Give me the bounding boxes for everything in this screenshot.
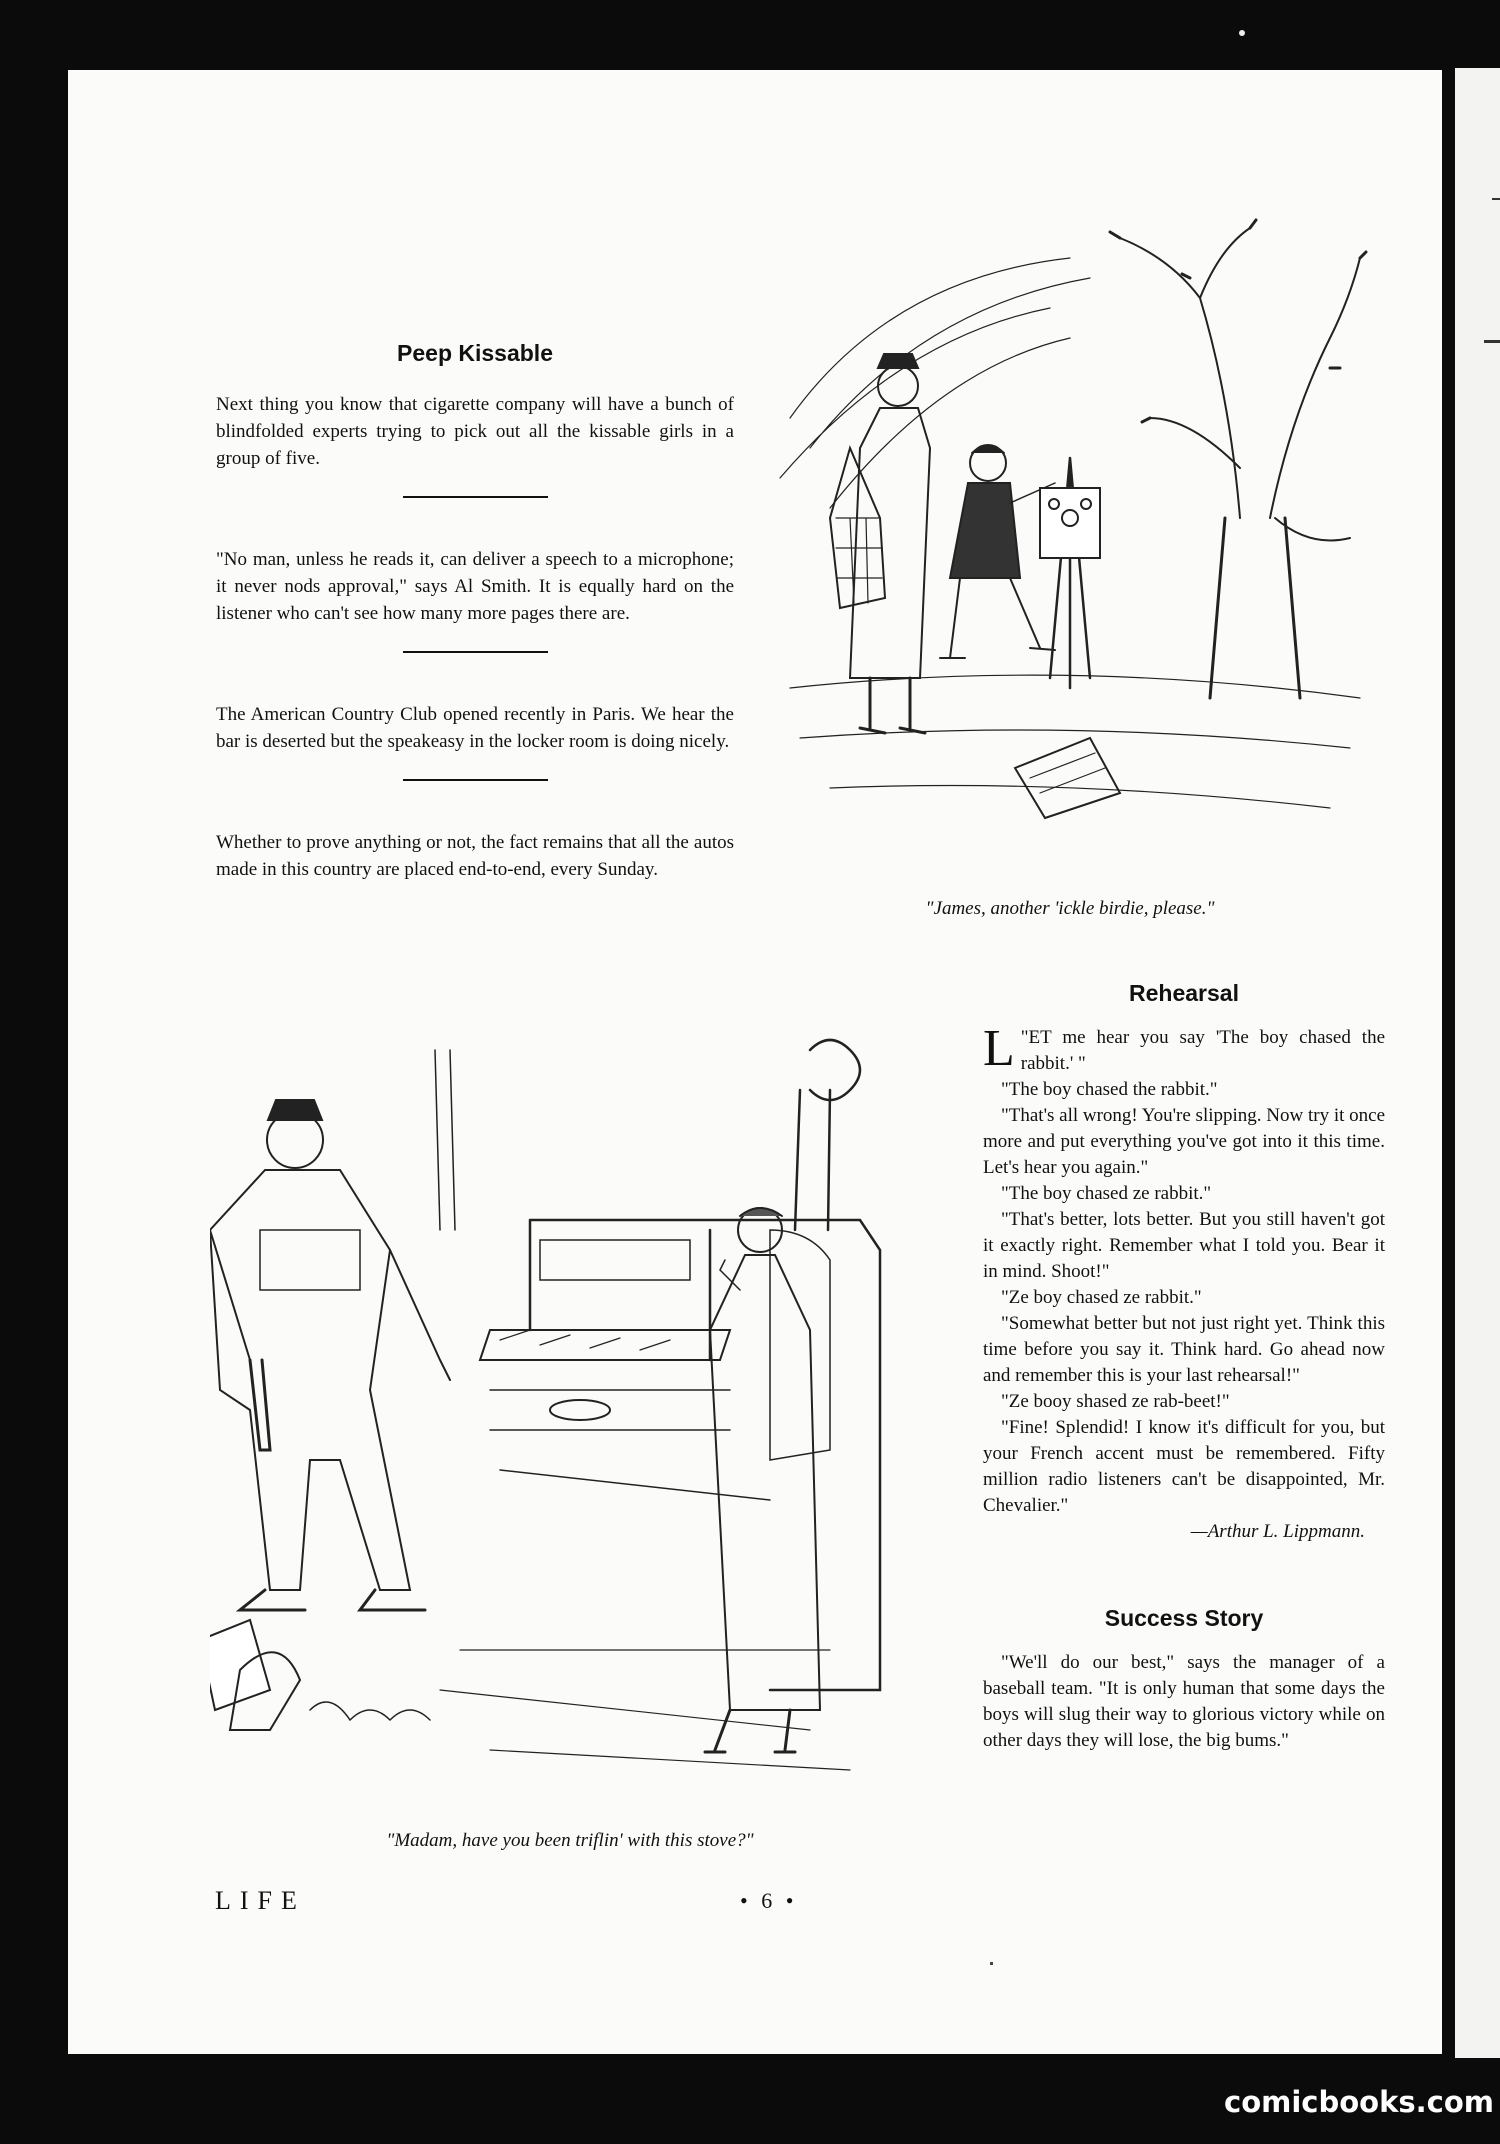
success-story-article [983,1650,1385,1754]
scan-speck [1239,30,1245,36]
facing-page-mark [1484,340,1500,343]
article-title: Peep Kissable [397,340,553,366]
birdie-cartoon-illustration [770,218,1370,878]
drop-cap: L [983,1020,1015,1077]
article-paragraph: "Ze booy shased ze rab-beet!" [1001,1391,1230,1412]
stove-cartoon-illustration [210,1030,910,1830]
article-paragraph: "The boy chased the rabbit." [1001,1079,1218,1100]
rehearsal-article [983,1020,1386,1545]
article-paragraph: "Ze boy chased ze rabbit." [1001,1287,1202,1308]
author-signature: —Arthur L. Lippmann. [1190,1521,1365,1542]
article-title: Rehearsal [1129,980,1239,1006]
article-paragraph: "Somewhat better but not just right yet. Think this time before you say it. Think hard. Go ahead now and remember this is your last rehearsal!" [983,1313,1385,1386]
first-line: ET me hear you say 'The boy chased the rabbit.' " [1020,1027,1385,1074]
facing-page-edge [1455,68,1500,2058]
stove-cartoon-caption: "Madam, have you been triflin' with this stove?" [386,1830,754,1851]
magazine-masthead: LIFE [215,1886,306,1915]
facing-page-mark [1492,198,1500,200]
peep-kissable-article [216,340,734,883]
article-paragraph: "We'll do our best," says the manager of a baseball team. "It is only human that some days the boys will slug their way to glorious victory while on other days they will lose, the big bums." [983,1652,1385,1751]
article-title: Success Story [1104,1605,1264,1631]
opening-quote: " [1020,1027,1029,1048]
right-column [983,980,1385,1754]
article-paragraph: "That's better, lots better. But you still haven't got it exactly right. Remember what I told you. Bear it in mind. Shoot!" [983,1209,1385,1282]
page-number: • 6 • [740,1888,798,1913]
scan-speck [990,1962,993,1965]
article-paragraph: "The boy chased ze rabbit." [1001,1183,1212,1204]
article-paragraph: Whether to prove anything or not, the fact remains that all the autos made in this country are placed end-to-end, every Sunday. [216,832,734,880]
article-paragraph: "No man, unless he reads it, can deliver a speech to a microphone; it never nods approval," says Al Smith. It is equally hard on the listener who can't see how many more pages there are. [216,549,734,624]
article-paragraph: The American Country Club opened recently in Paris. We hear the bar is deserted but the speakeasy in the locker room is doing nicely. [216,704,734,752]
article-paragraph: "Fine! Splendid! I know it's difficult for you, but your French accent must be remembered. Fifty million radio listeners can't be disappointed, Mr. Chevalier." [983,1417,1385,1516]
site-watermark: comicbooks.com [1224,2085,1494,2119]
article-paragraph: Next thing you know that cigarette company will have a bunch of blindfolded experts trying to pick out all the kissable girls in a group of five. [216,394,734,469]
article-paragraph: "That's all wrong! You're slipping. Now try it once more and put everything you've got into it this time. Let's hear you again." [983,1105,1386,1178]
rehearsal-opening [983,1020,1385,1077]
birdie-cartoon-caption: "James, another 'ickle birdie, please." [925,898,1215,919]
